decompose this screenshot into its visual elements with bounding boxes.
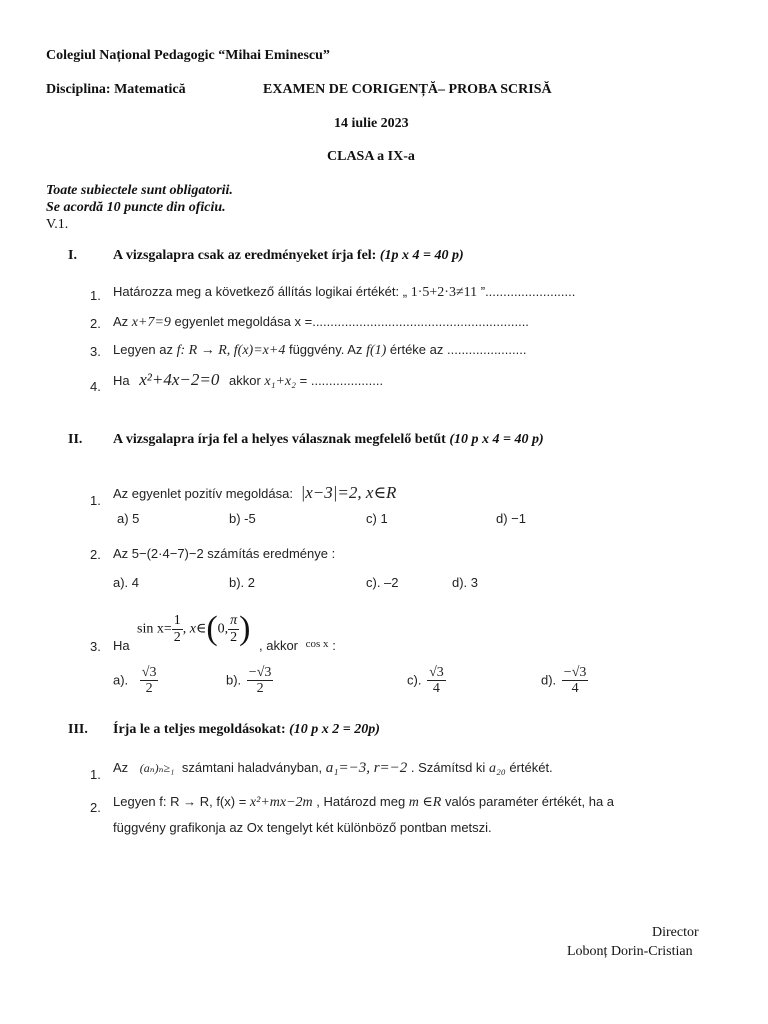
s3-q1-end: értékét. <box>509 760 553 775</box>
s1-item4 <box>113 370 383 390</box>
s1-item3-text: Legyen az <box>113 342 173 357</box>
section2-title: A vizsgalapra írja fel a helyes válasznak megfelelő betűt <box>113 432 446 447</box>
section3-title: Írja le a teljes megoldásokat: <box>113 722 286 737</box>
s1-item3-mid: függvény. Az <box>288 342 363 357</box>
s3-q1-mid: számtani haladványban, <box>181 760 323 775</box>
section3-points: (10 p x 2 = 20p) <box>289 722 380 737</box>
section3-heading <box>113 722 380 738</box>
s2-q1-option-b: b) -5 <box>229 511 256 526</box>
s2-q3-option-a-label: a). <box>113 672 129 688</box>
s3-q2-function: x²+mx−2m <box>249 795 313 810</box>
school-name: Colegiul Național Pedagogic “Mihai Eminescu” <box>46 48 330 63</box>
s1-item4-math2: x₁+x₂ <box>264 374 297 389</box>
s2-q2-option-b: b). 2 <box>229 575 256 590</box>
s2-q1-number: 1. <box>90 493 101 508</box>
s2-q3-tail <box>259 638 336 653</box>
s3-q2-param: m ∈R <box>408 795 442 810</box>
s3-q1-a20: a₂₀ <box>488 761 506 776</box>
s2-q3-ha: Ha <box>113 638 130 653</box>
s2-q3-sin: sin x= <box>137 621 172 637</box>
variant-label: V.1. <box>46 217 69 232</box>
director-role: Director <box>652 925 699 940</box>
s2-q3-interval-end: $\frac{\pi}{2}$ <box>230 613 238 645</box>
s2-q3-option-c-label: c). <box>407 672 422 688</box>
s2-q3-option-c <box>407 665 446 697</box>
s2-q3-cos: cos x <box>305 638 329 650</box>
s2-q1-math: |x−3|=2, x∈R <box>300 483 397 502</box>
s3-q1-math: a₁=−3, r=−2 <box>325 760 408 776</box>
s2-q3-option-d-value: $\frac{-√3}{4}$ <box>563 665 587 697</box>
s3-q1 <box>113 760 553 777</box>
s2-q1-option-d: d) −1 <box>496 511 526 526</box>
exam-title: EXAMEN DE CORIGENȚĂ– PROBA SCRISĂ <box>263 82 552 97</box>
section1-roman: I. <box>68 248 77 263</box>
s1-item4-text: Ha <box>113 373 130 388</box>
s3-q1-sequence: (aₙ)ₙ≥₁ <box>139 761 175 775</box>
section2-points: (10 p x 4 = 40 p) <box>449 432 544 447</box>
s2-q3-condition: sin x= $\frac{1}{2}$ , x∈(0, $\frac{\pi}{2}$ ) <box>137 610 251 647</box>
s2-q2-number: 2. <box>90 547 101 562</box>
s1-item3-math: f: R → R, f(x)=x+4 <box>176 343 286 358</box>
s1-item4-mid: akkor <box>228 373 261 388</box>
s3-q2-line1 <box>113 794 614 811</box>
section3-roman: III. <box>68 722 88 737</box>
s2-q2-text: Az 5−(2·4−7)−2 számítás eredménye : <box>113 546 336 561</box>
s2-q3-fraction: $\frac{1}{2}$ <box>173 613 181 645</box>
s2-q3-akkor: , akkor <box>259 638 299 653</box>
s2-q3-option-d-label: d). <box>541 672 557 688</box>
s2-q1-option-a: a) 5 <box>117 511 140 526</box>
s2-q3-colon: : <box>332 638 336 653</box>
section1-heading <box>113 248 464 264</box>
s1-item4-math: x²+4x−2=0 <box>139 370 220 389</box>
discipline: Disciplina: Matematică <box>46 82 186 97</box>
s3-q1-text: Az <box>113 760 129 775</box>
s1-item3 <box>113 342 526 359</box>
s1-item1-number: 1. <box>90 288 101 303</box>
note-points: Se acordă 10 puncte din oficiu. <box>46 200 226 215</box>
s3-q2-line2: függvény grafikonja az Ox tengelyt két különböző pontban metszi. <box>113 820 492 835</box>
section1-points: (1p x 4 = 40 p) <box>379 248 464 263</box>
s1-item1 <box>113 284 575 301</box>
s3-q1-compute: . Számítsd ki <box>410 760 486 775</box>
s1-item3-math2: f(1) <box>366 343 387 358</box>
s1-item3-dots: értéke az ...................... <box>389 342 527 357</box>
s2-q3-option-d <box>541 665 588 697</box>
s1-item2-text: Az <box>113 314 129 329</box>
s2-q3-option-b-label: b). <box>226 672 242 688</box>
s3-q1-number: 1. <box>90 767 101 782</box>
s2-q3-option-c-value: $\frac{√3}{4}$ <box>429 665 444 697</box>
s1-item2-math: x+7=9 <box>131 315 171 330</box>
s2-q1-option-c: c) 1 <box>366 511 388 526</box>
s2-q3-number: 3. <box>90 639 101 654</box>
s2-q3-option-b-value: $\frac{-√3}{2}$ <box>248 665 272 697</box>
section1-title: A vizsgalapra csak az eredményeket írja fel: <box>113 248 377 263</box>
s1-item2-number: 2. <box>90 316 101 331</box>
s3-q2-number: 2. <box>90 800 101 815</box>
s1-item1-text: Határozza meg a következő állítás logikai értékét: „ <box>113 284 408 299</box>
class-label: CLASA a IX-a <box>327 149 415 164</box>
exam-date: 14 iulie 2023 <box>334 116 409 131</box>
section2-roman: II. <box>68 432 83 447</box>
s1-item2-dots: egyenlet megoldása x =............................................................ <box>174 314 529 329</box>
s1-item1-dots: ”......................... <box>480 284 576 299</box>
s2-q1-text: Az egyenlet pozitív megoldása: <box>113 486 293 501</box>
director-name: Lobonț Dorin-Cristian <box>567 944 693 959</box>
s2-q1 <box>113 483 396 503</box>
s2-q3-in: , x∈ <box>182 621 207 637</box>
s2-q3-option-b <box>226 665 273 697</box>
s3-q2-post: valós paraméter értékét, ha a <box>444 794 615 809</box>
s2-q2-option-a: a). 4 <box>113 575 140 590</box>
s1-item2 <box>113 314 529 331</box>
s2-q3-interval-start: 0, <box>217 621 229 637</box>
s3-q2-mid: , Határozd meg <box>316 794 406 809</box>
s1-item3-number: 3. <box>90 344 101 359</box>
s1-item1-math: 1·5+2·3≠11 <box>410 285 478 300</box>
s1-item4-number: 4. <box>90 379 101 394</box>
section2-heading <box>113 432 544 448</box>
s2-q3-option-a-value: $\frac{√3}{2}$ <box>141 665 157 697</box>
s2-q2-option-c: c). –2 <box>366 575 399 590</box>
s1-item4-dots: = .................... <box>299 373 384 388</box>
s2-q3-option-a <box>113 665 158 697</box>
note-mandatory: Toate subiectele sunt obligatorii. <box>46 183 233 198</box>
s2-q2-option-d: d). 3 <box>452 575 479 590</box>
s3-q2-text: Legyen f: R → R, f(x) = <box>113 794 247 809</box>
